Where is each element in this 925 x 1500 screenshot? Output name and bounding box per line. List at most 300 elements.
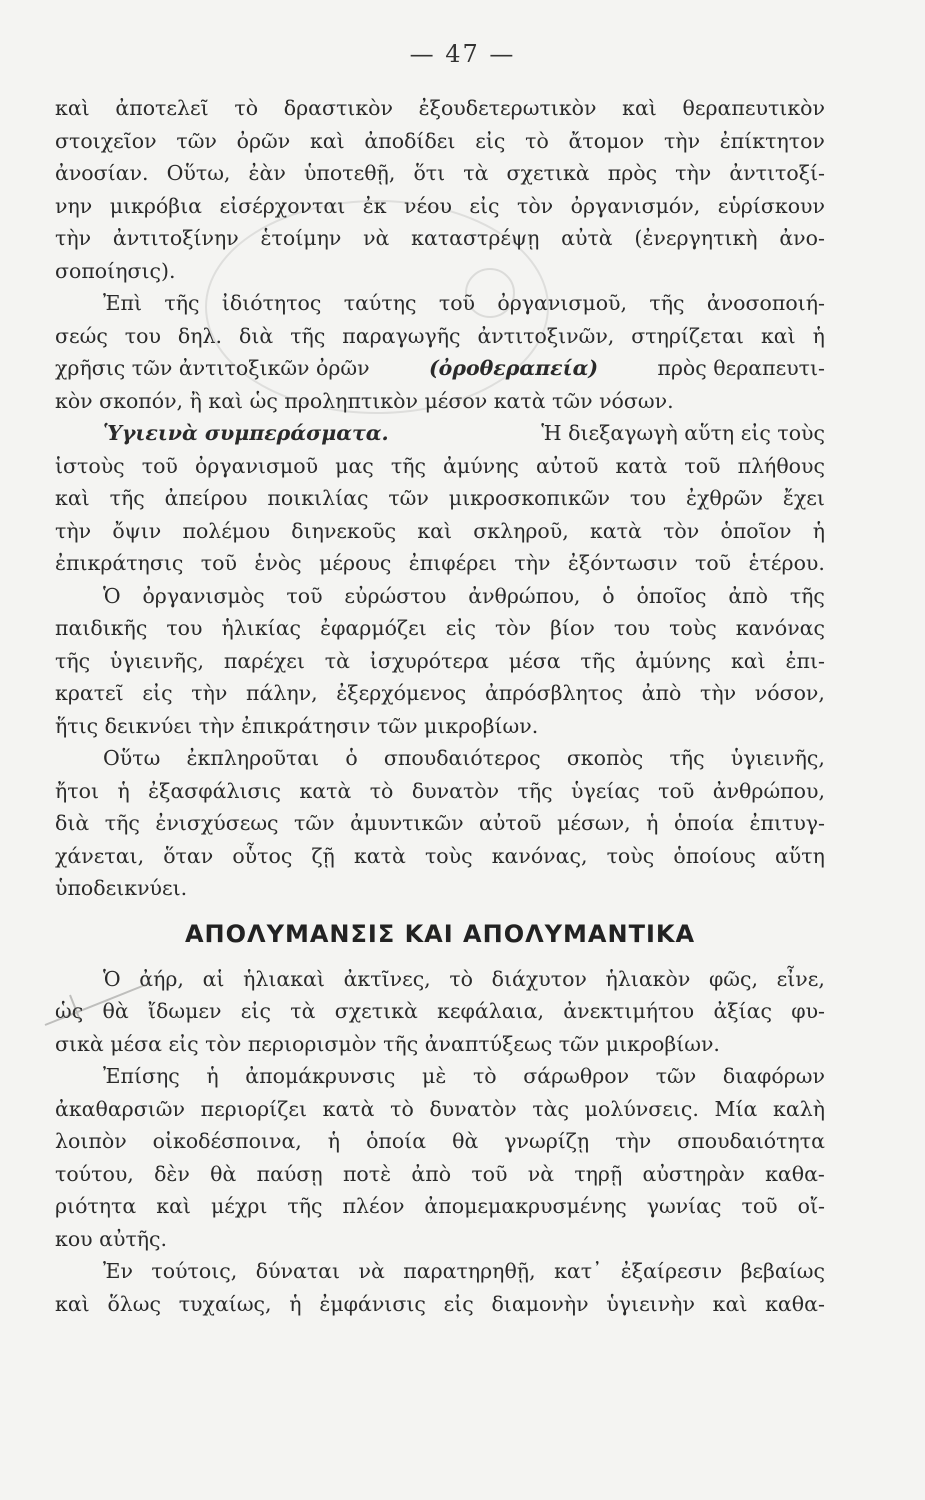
word: ἀντιτοξινῶν, — [477, 323, 615, 348]
text-fragment: Ἡ διεξαγωγὴ αὕτη εἰς τοὺς — [541, 421, 825, 445]
word: οὗτος — [232, 843, 293, 868]
word: δραστικὸν — [283, 96, 393, 120]
text-line: κου αὐτῆς. — [55, 1226, 168, 1251]
word: ἀποτελεῖ — [115, 96, 209, 120]
text-line — [55, 645, 825, 678]
word: ἐπιτυγ- — [749, 811, 825, 835]
text-line — [55, 417, 825, 450]
word: τοῦ — [471, 1161, 508, 1186]
word: πλέον — [342, 1194, 405, 1218]
word: ὑγιεινῆς, — [730, 746, 825, 770]
text-line — [55, 320, 825, 353]
word: ἐξερχόμενος — [336, 681, 467, 705]
word: ἀμύνης — [635, 648, 712, 673]
word: ἐπικράτησις — [55, 551, 184, 575]
word: τούτοις, — [151, 1259, 238, 1283]
word: ὁποῖον — [720, 518, 792, 543]
word: τοὺς — [424, 843, 473, 868]
word: Ἐπίσης — [103, 1064, 180, 1088]
word: Ἐπὶ — [103, 291, 142, 315]
word: καὶ — [417, 518, 453, 543]
word: σκοπὸς — [566, 746, 644, 770]
text-line — [55, 287, 825, 320]
word: λοιπὸν — [55, 1129, 127, 1153]
text-line — [55, 352, 825, 385]
word: ἀνεκτιμήτου — [563, 999, 695, 1023]
word: τοῦ — [695, 551, 732, 575]
word: καθα- — [765, 1161, 825, 1186]
word: τὸ — [390, 1096, 414, 1121]
word: ταύτης — [343, 291, 417, 315]
body-text — [55, 92, 825, 1320]
word: τυχαίως, — [178, 1291, 272, 1316]
word: τοῦ — [684, 453, 721, 478]
word: του — [613, 616, 651, 640]
word: τοῦ — [141, 453, 178, 478]
word: μὲ — [422, 1064, 447, 1088]
word: σεώς — [55, 323, 108, 348]
word: Ὁ — [103, 583, 121, 608]
word: τὸ — [525, 128, 549, 153]
word: ὁ — [602, 583, 615, 608]
word: ἱστοὺς — [55, 453, 125, 478]
word: ἀντιτοξίνην — [112, 226, 239, 250]
word: παρατηρηθῇ, — [403, 1259, 536, 1283]
word: ἀνοσοποιή- — [706, 291, 825, 315]
word: ἐπίκτητον — [719, 128, 825, 153]
word: σχετικὰ — [506, 161, 590, 185]
word: παύσῃ — [256, 1161, 323, 1186]
word: μικρόβια — [109, 193, 202, 218]
word: νὰ — [363, 226, 390, 250]
word: ἡλικίας — [221, 616, 302, 640]
word: δυνατὸν — [429, 1096, 517, 1121]
word: τῆς — [517, 778, 553, 803]
word: τοῦ — [200, 551, 237, 575]
word: ποικιλίας — [267, 486, 369, 510]
text-line — [55, 995, 825, 1028]
emphasized-term: (ὀροθεραπεία) — [428, 356, 599, 380]
word: Οὕτω — [103, 746, 161, 770]
word: καὶ — [156, 1194, 191, 1218]
word: ἡ — [327, 1129, 341, 1153]
word: ἡλιακὸν — [605, 966, 691, 991]
word: ὀργανισμοῦ, — [497, 291, 628, 315]
word: καταστρέψῃ — [411, 226, 540, 250]
word: νην — [55, 193, 93, 218]
word: κατὰ — [589, 518, 642, 543]
word: ἡ — [206, 1064, 219, 1088]
text-line — [55, 1125, 825, 1158]
word: αὐστηρὰν — [642, 1161, 745, 1186]
word: ἔχει — [782, 486, 825, 510]
word: ἀνθρώπου, — [468, 583, 581, 608]
word: τῆς — [580, 648, 616, 673]
word: τοῦ — [658, 778, 695, 803]
word: ἰδιότητος — [221, 291, 322, 315]
text-line — [55, 807, 825, 840]
word: ὑγιεινὴν — [606, 1291, 695, 1316]
word: τὰς — [532, 1096, 570, 1121]
text-fragment: χρῆσις τῶν ἀντιτοξικῶν ὀρῶν — [55, 356, 370, 380]
word: εἰσέρχονται — [219, 193, 346, 218]
word: τὴν — [514, 551, 551, 575]
word: ἐπιφέρει — [408, 551, 497, 575]
word: καὶ — [55, 486, 90, 510]
word: τῆς — [290, 323, 326, 348]
word: γωνίας — [646, 1194, 722, 1218]
word: αἱ — [202, 966, 225, 991]
word: τηρῇ — [574, 1161, 623, 1186]
text-line — [55, 612, 825, 645]
word: ἰσχυρότερα — [369, 648, 489, 673]
text-line — [55, 963, 825, 996]
word: τὰ — [463, 161, 489, 185]
word: ἐμφάνισις — [319, 1291, 426, 1316]
word: φῶς, — [708, 966, 759, 991]
word: κατὰ — [322, 1096, 375, 1121]
word: Οὕτω, — [166, 161, 231, 185]
word: τῆς — [789, 583, 825, 608]
word: μέρους — [319, 551, 392, 575]
word: Ἐν — [103, 1259, 133, 1283]
word: παρέχει — [223, 648, 305, 673]
word: ὀρῶν — [236, 128, 291, 153]
word: περιορίζει — [200, 1096, 307, 1121]
word: κατὰ — [299, 778, 352, 803]
word: καὶ — [760, 323, 796, 348]
word: ἀπομάκρυνσις — [245, 1064, 396, 1088]
word: του — [629, 486, 667, 510]
word: φυ- — [791, 999, 825, 1023]
word: σπουδαιότερος — [383, 746, 541, 770]
word: δὲν — [154, 1161, 190, 1186]
word: τοῦ — [286, 583, 323, 608]
word: τὴν — [55, 226, 92, 250]
word: δηλ. — [177, 323, 223, 348]
word: μέσων, — [557, 811, 631, 835]
text-line — [55, 547, 825, 580]
word: τῆς — [287, 1194, 323, 1218]
word: ἐξουδετερωτικὸν — [418, 96, 597, 120]
word: τῶν — [655, 1064, 697, 1088]
word: καὶ — [55, 1291, 90, 1316]
word: ἡλιακαὶ — [243, 966, 325, 991]
word: εἰς — [475, 128, 506, 153]
word: καὶ — [712, 1291, 748, 1316]
word: αὐτοῦ — [479, 811, 542, 835]
text-line — [55, 125, 825, 158]
word: διηνεκοῦς — [291, 518, 397, 543]
pencil-mark — [40, 975, 160, 1035]
word: πάλην, — [246, 681, 318, 705]
word: ἐφαρμόζει — [320, 616, 427, 640]
word: τὴν — [675, 161, 712, 185]
word: κανόνας, — [491, 843, 588, 868]
word: ἡ — [812, 518, 825, 543]
word: Μία — [714, 1096, 758, 1121]
word: ἀπρόσβλητος — [484, 681, 623, 705]
word: τῆς — [669, 746, 705, 770]
word: τὴν — [55, 518, 92, 543]
text-line: ἥτις δεικνύει τὴν ἐπικράτησιν τῶν μικροβίων. — [55, 713, 539, 738]
word: κεφάλαια, — [437, 999, 544, 1023]
word: ἀπὸ — [641, 681, 682, 705]
word: μέσα — [508, 648, 561, 673]
word: χάνεται, — [55, 843, 145, 868]
word: πρὸς — [607, 161, 658, 185]
word: νέου — [404, 193, 452, 218]
word: οἴ- — [797, 1194, 825, 1218]
word: ἑτέρου. — [748, 551, 825, 575]
word: ριότητα — [55, 1194, 137, 1218]
text-line — [55, 1060, 825, 1093]
word: διὰ — [55, 811, 90, 835]
word: ἡ — [289, 1291, 302, 1316]
word: παιδικῆς — [55, 616, 148, 640]
word: καὶ — [309, 128, 345, 153]
word: εἰς — [240, 999, 271, 1023]
text-line — [55, 1093, 825, 1126]
text-line — [55, 1288, 825, 1321]
word: ὑγιεινῆς, — [109, 648, 205, 673]
word: μολύνσεις. — [584, 1096, 699, 1121]
text-line: κὸν σκοπόν, ἢ καὶ ὡς προληπτικὸν μέσον κατὰ τῶν νόσων. — [55, 388, 674, 413]
word: ἐπι- — [785, 648, 825, 673]
word: καθα- — [765, 1291, 825, 1316]
word: ὁποία — [366, 1129, 427, 1153]
word: τὴν — [615, 1129, 652, 1153]
word: ἀκαθαρσιῶν — [55, 1096, 185, 1121]
word: ἡ — [812, 323, 825, 348]
word: ἀποδίδει — [364, 128, 456, 153]
word: κανόνας — [735, 616, 825, 640]
word: ἐχθρῶν — [685, 486, 763, 510]
word: ἄτομον — [568, 128, 645, 153]
word: τὸ — [449, 966, 474, 991]
word: του — [166, 616, 203, 640]
word: γνωρίζῃ — [504, 1129, 590, 1153]
word: ὁποῖος — [636, 583, 707, 608]
word: σπουδαιότητα — [677, 1129, 825, 1153]
text-line — [55, 157, 825, 190]
word: πλήθους — [737, 453, 825, 478]
word: τὸ — [472, 1064, 497, 1088]
word: εὑρίσκουν — [717, 193, 825, 218]
word: ἐκ — [362, 193, 387, 218]
word: ἀνο- — [779, 226, 825, 250]
word: ἡ — [646, 811, 659, 835]
word: νόσον, — [754, 681, 825, 705]
word: του — [124, 323, 161, 348]
text-line — [55, 450, 825, 483]
word: κατὰ — [353, 843, 406, 868]
word: (ἐνεργητικὴ — [634, 226, 758, 250]
word: διαμονὴν — [491, 1291, 589, 1316]
word: ὑγείας — [571, 778, 640, 803]
section-heading: ΑΠΟΛΥΜΑΝΣΙΣ ΚΑΙ ΑΠΟΛΥΜΑΝΤΙΚΑ — [184, 919, 696, 948]
word: τὰ — [290, 999, 316, 1023]
word: ἀμυντικῶν — [350, 811, 464, 835]
word: τῆς — [55, 648, 91, 673]
text-line — [55, 580, 825, 613]
word: θὰ — [210, 1161, 237, 1186]
text-line: σικὰ μέσα εἰς τὸν περιορισμὸν τῆς ἀναπτύξεως τῶν μικροβίων. — [55, 1031, 720, 1056]
word: τῆς — [109, 486, 145, 510]
text-fragment: πρὸς θεραπευτι- — [657, 356, 825, 380]
word: τὴν — [191, 681, 228, 705]
word: κρατεῖ — [55, 681, 124, 705]
text-line — [55, 1255, 825, 1288]
word: δύναται — [255, 1259, 341, 1283]
text-line: ὑποδεικνύει. — [55, 876, 188, 900]
word: ἀπὸ — [728, 583, 768, 608]
word: τῶν — [294, 811, 335, 835]
word: ἀήρ, — [139, 966, 184, 991]
word: ὁποίους — [673, 843, 756, 868]
text-line — [55, 92, 825, 125]
word: κατὰ — [615, 453, 668, 478]
word: τῆς — [649, 291, 685, 315]
word: μας — [335, 453, 374, 478]
word: τὸ — [234, 96, 259, 120]
word: τοῦ — [741, 1194, 778, 1218]
text-line — [55, 840, 825, 873]
word: ὅταν — [163, 843, 214, 868]
word: νὰ — [358, 1259, 385, 1283]
word: εὐρώστου — [344, 583, 447, 608]
word: πολέμου — [182, 518, 271, 543]
word: ἐνισχύσεως — [155, 811, 279, 835]
word: καὶ — [730, 648, 766, 673]
word: ἀνοσίαν. — [55, 161, 149, 185]
text-line — [55, 482, 825, 515]
word: ἀκτῖνες, — [343, 966, 431, 991]
word: τῆς — [390, 453, 426, 478]
text-line — [55, 742, 825, 775]
word: καὶ — [55, 96, 90, 120]
text-line — [55, 1158, 825, 1191]
word: καλὴ — [773, 1096, 825, 1121]
word: τὴν — [699, 681, 737, 705]
word: ἑτοίμην — [260, 226, 342, 250]
word: ἀνθρώπου, — [712, 778, 825, 803]
word: ἐξαίρεσιν — [620, 1259, 723, 1283]
word: τῶν — [388, 486, 429, 510]
text-line — [55, 1190, 825, 1223]
text-line — [55, 677, 825, 710]
word: τοὺς — [669, 616, 717, 640]
word: διὰ — [239, 323, 274, 348]
word: ἀπὸ — [411, 1161, 452, 1186]
word: εἶνε, — [776, 966, 825, 991]
word: βίον — [550, 616, 595, 640]
word: τὸν — [516, 193, 554, 218]
word: αὕτη — [774, 843, 825, 868]
word: ὅλως — [107, 1291, 161, 1316]
word: τῶν — [176, 128, 217, 153]
word: θεραπευτικὸν — [682, 96, 825, 120]
word: ἀντιτοξί- — [729, 161, 825, 185]
word: διάχυτον — [491, 966, 587, 991]
word: ὀργανισμόν, — [570, 193, 701, 218]
word: νὰ — [527, 1161, 555, 1186]
word: τὰ — [324, 648, 350, 673]
word: ὅτι — [413, 161, 446, 185]
word: σάρωθρον — [523, 1064, 630, 1088]
word: ἐκπληροῦται — [186, 746, 320, 770]
word: δυνατὸν — [411, 778, 500, 803]
word: ὑποτεθῇ, — [303, 161, 396, 185]
word: βεβαίως — [740, 1259, 825, 1283]
word: ἀπομεμακρυσμένης — [424, 1194, 627, 1218]
word: ἴδωμεν — [147, 999, 222, 1023]
word: ἀμύνης — [443, 453, 519, 478]
word: οἰκοδέσποινα, — [152, 1129, 302, 1153]
page-number: — 47 — — [409, 40, 516, 68]
word: εἰς — [142, 681, 173, 705]
word: τοὺς — [606, 843, 655, 868]
word: ὄψιν — [112, 518, 162, 543]
word: τὸν — [494, 616, 532, 640]
text-line: σοποίησις). — [55, 258, 176, 283]
word: στοιχεῖον — [55, 128, 157, 153]
word: σκληροῦ, — [473, 518, 569, 543]
word: καὶ — [622, 96, 657, 120]
word: τούτου, — [55, 1161, 134, 1186]
word: ἀπείρου — [164, 486, 248, 510]
word: Ὁ — [103, 966, 121, 991]
word: μικροσκοπικῶν — [448, 486, 610, 510]
text-line — [55, 190, 825, 223]
word: τῆς — [164, 291, 200, 315]
word: παραγωγῆς — [342, 323, 461, 348]
word: ὁποία — [673, 811, 734, 835]
word: ἡ — [117, 778, 130, 803]
word: διαφόρων — [722, 1064, 825, 1088]
word: ζῇ — [311, 843, 335, 868]
word: μέχρι — [210, 1194, 268, 1218]
text-line — [55, 515, 825, 548]
word: ὡς — [55, 999, 84, 1023]
word: εἰς — [469, 193, 500, 218]
word: εἰς — [445, 616, 476, 640]
text-line — [55, 222, 825, 255]
word: τῆς — [104, 811, 140, 835]
word: ὁ — [345, 746, 358, 770]
word: τὴν — [663, 128, 701, 153]
word: ἤτοι — [55, 778, 100, 803]
word: ἐξασφάλισις — [148, 778, 282, 803]
word: αὐτὰ — [561, 226, 613, 250]
word: ἀξίας — [713, 999, 772, 1023]
word: ἐὰν — [248, 161, 286, 185]
word: τὸν — [663, 518, 700, 543]
word: αὐτοῦ — [535, 453, 599, 478]
inline-subheading: Ὑγιεινὰ συμπεράσματα. — [103, 421, 389, 445]
word: τὸ — [369, 778, 394, 803]
word: ποτὲ — [342, 1161, 392, 1186]
word: εἰς — [443, 1291, 474, 1316]
word: θὰ — [452, 1129, 479, 1153]
word: θὰ — [102, 999, 129, 1023]
word: ὀργανισμὸς — [142, 583, 265, 608]
word: στηρίζεται — [631, 323, 744, 348]
word: τοῦ — [438, 291, 476, 315]
word: ἐξόντωσιν — [567, 551, 678, 575]
word: ὀργανισμοῦ — [194, 453, 319, 478]
word: ἑνὸς — [254, 551, 302, 575]
